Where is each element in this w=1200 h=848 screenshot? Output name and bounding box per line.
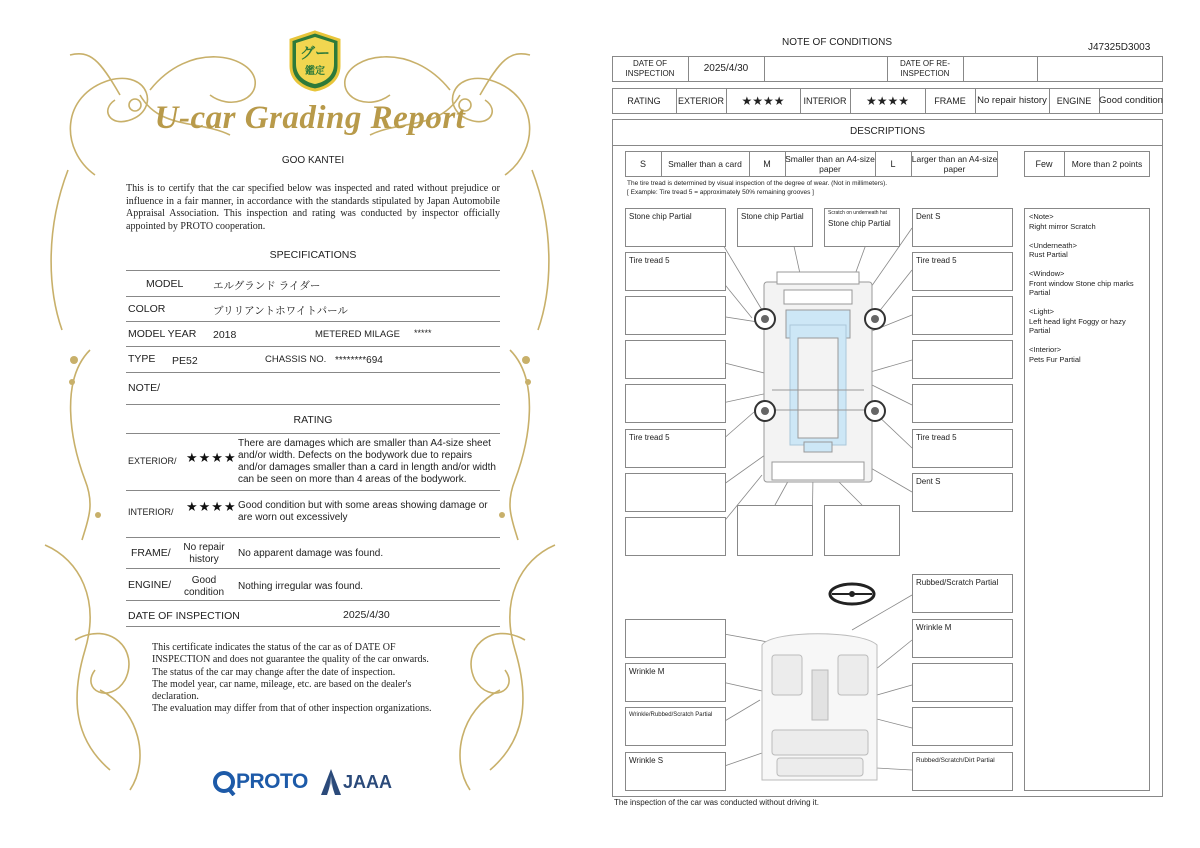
damage-box: Rubbed/Scratch Partial bbox=[912, 574, 1013, 613]
legend-m: M bbox=[763, 159, 771, 169]
damage-box: Stone chip Partial bbox=[737, 208, 813, 247]
certificate-title: U-car Grading Report bbox=[154, 100, 466, 136]
damage-box bbox=[912, 296, 1013, 335]
tread-note-line-1: The tire tread is determined by visual inspection of the degree of wear. (Not in millimeters). bbox=[627, 180, 888, 187]
model-year-label: MODEL YEAR bbox=[128, 328, 197, 340]
note-line: Rust Partial bbox=[1029, 250, 1068, 259]
model-label: MODEL bbox=[146, 278, 184, 290]
divider bbox=[126, 490, 500, 491]
damage-box bbox=[737, 505, 813, 556]
proto-logo: PROTO bbox=[236, 770, 308, 793]
damage-box: Wrinkle/Rubbed/Scratch Partial bbox=[625, 707, 726, 746]
damage-box bbox=[912, 707, 1013, 746]
divider bbox=[126, 626, 500, 627]
damage-box bbox=[824, 505, 900, 556]
exterior-label: EXTERIOR bbox=[677, 96, 724, 106]
note-of-conditions-sheet bbox=[600, 0, 1200, 848]
frame-value: No repair history bbox=[977, 95, 1047, 106]
damage-box: Stone chip Partial bbox=[625, 208, 726, 247]
note-line: <Interior> bbox=[1029, 345, 1062, 354]
color-value: ブリリアントホワイトパール bbox=[213, 305, 348, 317]
date-of-inspection-label: DATE OF INSPECTION bbox=[128, 610, 240, 622]
footer-line: INSPECTION and does not guarantee the quality of the car onwards. bbox=[152, 654, 429, 666]
footer-line: The model year, car name, mileage, etc. are based on the dealer's bbox=[152, 678, 412, 690]
note-line: Front window Stone chip marks Partial bbox=[1029, 278, 1134, 297]
type-value: PE52 bbox=[172, 355, 198, 367]
legend-l-desc: Larger than an A4-size paper bbox=[911, 154, 998, 174]
interior-description: Good condition but with some areas showing damage or are worn out excessively bbox=[238, 500, 488, 523]
divider bbox=[126, 433, 500, 434]
damage-box: Tire tread 5 bbox=[912, 429, 1013, 468]
steering-wheel-icon bbox=[830, 584, 874, 604]
divider bbox=[126, 372, 500, 373]
frame-label: FRAME/ bbox=[131, 547, 171, 559]
proto-logo-icon bbox=[212, 770, 236, 796]
metered-milage-label: METERED MILAGE bbox=[315, 329, 400, 340]
specifications-heading: SPECIFICATIONS bbox=[269, 249, 357, 261]
note-line: <Note> bbox=[1029, 212, 1054, 221]
date-of-inspection-value: 2025/4/30 bbox=[703, 63, 749, 74]
frame-value: No repair history bbox=[183, 542, 225, 565]
divider bbox=[126, 568, 500, 569]
interior-label: INTERIOR bbox=[803, 96, 847, 106]
damage-box: Wrinkle S bbox=[625, 752, 726, 791]
damage-box: Wrinkle M bbox=[912, 619, 1013, 658]
divider bbox=[126, 404, 500, 405]
exterior-label: EXTERIOR/ bbox=[128, 456, 177, 466]
rating-heading: RATING bbox=[293, 414, 333, 426]
model-value: エルグランド ライダー bbox=[213, 280, 321, 292]
footer-line: declaration. bbox=[152, 691, 199, 703]
color-label: COLOR bbox=[128, 303, 166, 315]
rating-label: RATING bbox=[627, 96, 661, 106]
footer-line: The evaluation may differ from that of other inspection organizations. bbox=[152, 703, 432, 715]
footer-line: This certificate indicates the status of the car as of DATE OF bbox=[152, 642, 396, 653]
note-line: <Underneath> bbox=[1029, 240, 1077, 250]
damage-box bbox=[625, 384, 726, 423]
exterior-stars: ★★★★ bbox=[186, 450, 237, 465]
sheet-footer: The inspection of the car was conducted without driving it. bbox=[614, 798, 819, 807]
damage-box-note: Scratch on underneath hat bbox=[828, 210, 887, 216]
engine-label: ENGINE bbox=[1056, 96, 1092, 106]
damage-box: Tire tread 5 bbox=[912, 252, 1013, 291]
note-line: <Window> bbox=[1029, 269, 1065, 278]
certificate-intro: This is to certify that the car specified below was inspected and rated without prejudice or influence in a fair manner, in accordance with the standards stipulated by Japan Automobile Appraisal Association. This inspection and rating was conducted by inspector officially appointed by PROTO cooperation. bbox=[126, 183, 500, 232]
footer-line: The status of the car may change after the date of inspection. bbox=[152, 666, 396, 678]
descriptions-heading: DESCRIPTIONS bbox=[849, 126, 925, 137]
note-line: <Light> bbox=[1029, 307, 1055, 316]
jaaa-logo: JAAA bbox=[343, 772, 393, 792]
legend-l: L bbox=[890, 159, 896, 169]
engine-value: Good condition bbox=[183, 575, 225, 598]
legend-m-desc: Smaller than an A4-size paper bbox=[785, 154, 875, 174]
divider bbox=[126, 321, 500, 322]
damage-box-text: Stone chip Partial bbox=[828, 219, 891, 228]
report-id: J47325D3003 bbox=[1088, 42, 1151, 53]
note-label: NOTE/ bbox=[128, 382, 161, 394]
legend-few: Few bbox=[1035, 159, 1053, 169]
engine-description: Nothing irregular was found. bbox=[238, 581, 364, 592]
damage-box: Tire tread 5 bbox=[625, 429, 726, 468]
engine-label: ENGINE/ bbox=[128, 579, 172, 591]
divider bbox=[126, 537, 500, 538]
interior-stars: ★★★★ bbox=[865, 94, 910, 108]
note-line: Left head light Foggy or hazy Partial bbox=[1029, 316, 1126, 335]
interior-label: INTERIOR/ bbox=[128, 507, 174, 517]
damage-box bbox=[625, 517, 726, 556]
sheet-title: NOTE OF CONDITIONS bbox=[782, 37, 892, 48]
legend-s-desc: Smaller than a card bbox=[668, 159, 742, 169]
damage-box bbox=[625, 340, 726, 379]
damage-box bbox=[824, 208, 900, 247]
damage-box: Dent S bbox=[912, 208, 1013, 247]
frame-label: FRAME bbox=[934, 96, 966, 106]
svg-text:鑑定: 鑑定 bbox=[305, 66, 325, 77]
damage-box bbox=[912, 340, 1013, 379]
divider bbox=[126, 296, 500, 297]
damage-box bbox=[625, 619, 726, 658]
certificate-footer bbox=[152, 642, 492, 716]
damage-box: Rubbed/Scratch/Dirt Partial bbox=[912, 752, 1013, 791]
date-of-inspection-value: 2025/4/30 bbox=[343, 609, 390, 621]
tread-note bbox=[627, 180, 887, 197]
divider bbox=[126, 270, 500, 271]
damage-box bbox=[625, 296, 726, 335]
note-line: Pets Fur Partial bbox=[1029, 354, 1081, 364]
legend-few-desc: More than 2 points bbox=[1071, 159, 1143, 169]
date-of-reinspection-label: DATE OF RE-INSPECTION bbox=[899, 59, 951, 78]
damage-box: Wrinkle M bbox=[625, 663, 726, 702]
interior-stars: ★★★★ bbox=[186, 499, 237, 514]
note-line: Right mirror Scratch bbox=[1029, 221, 1096, 231]
chassis-label: CHASSIS NO. bbox=[265, 354, 327, 365]
exterior-stars: ★★★★ bbox=[741, 94, 785, 108]
frame-description: No apparent damage was found. bbox=[238, 548, 384, 559]
chassis-value: ********694 bbox=[335, 355, 383, 366]
engine-value: Good condition bbox=[1099, 95, 1163, 106]
divider bbox=[126, 346, 500, 347]
date-of-inspection-label: DATE OF INSPECTION bbox=[625, 59, 675, 78]
goo-kantei-badge-icon bbox=[287, 30, 343, 92]
type-label: TYPE bbox=[128, 353, 156, 365]
damage-box bbox=[912, 384, 1013, 423]
damage-box: Tire tread 5 bbox=[625, 252, 726, 291]
legend-s: S bbox=[639, 159, 646, 169]
model-year-value: 2018 bbox=[213, 329, 237, 341]
exterior-description: There are damages which are smaller than A4-size sheet and/or width. Defects on the bodywork due to repairs and/or damages smaller than a card in length and/or width can be seen on more than 4 areas of the bodywork. bbox=[238, 438, 496, 485]
divider bbox=[126, 600, 500, 601]
certificate-subtitle: GOO KANTEI bbox=[281, 155, 345, 166]
jaaa-logo-icon bbox=[320, 768, 342, 796]
notes-panel bbox=[1024, 208, 1150, 791]
tread-note-line-2: [ Example: Tire tread 5 = approximately 50% remaining grooves ] bbox=[627, 188, 814, 196]
metered-milage-value: ***** bbox=[414, 328, 432, 338]
damage-box bbox=[625, 473, 726, 512]
damage-box bbox=[912, 663, 1013, 702]
damage-box: Dent S bbox=[912, 473, 1013, 512]
svg-text:グー: グー bbox=[299, 44, 331, 62]
